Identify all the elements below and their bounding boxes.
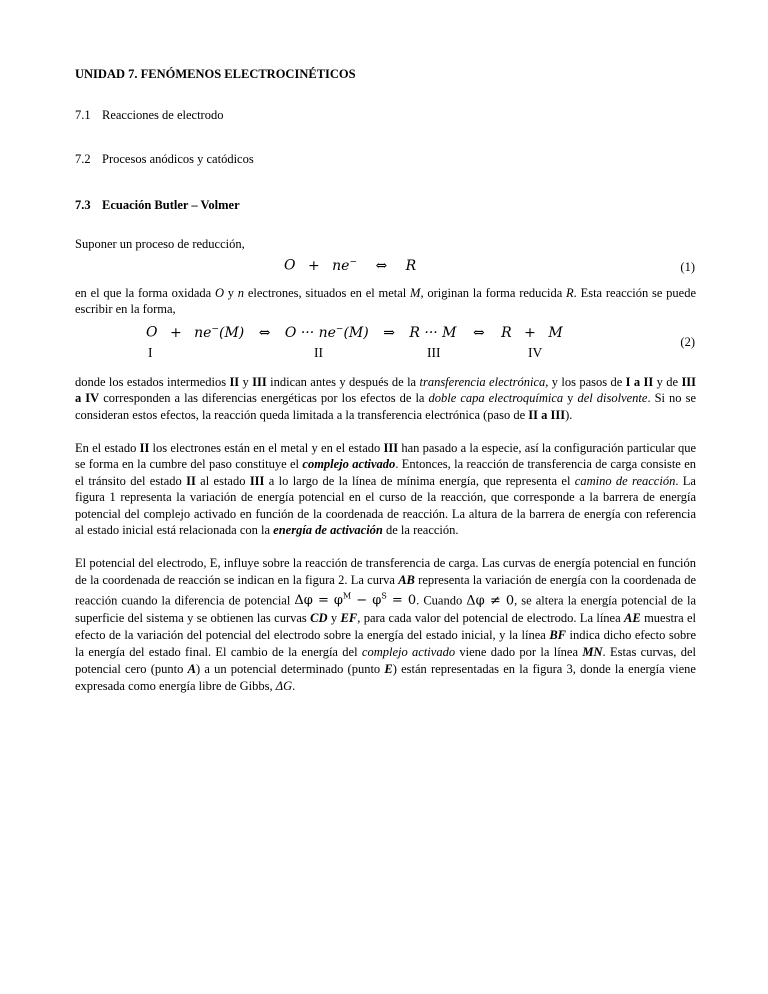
- eq-term: R: [405, 257, 417, 274]
- equation-2: O + ne−(M) ⇔ O ··· ne−(M) ⇒ R ··· M ⇔ R + M: [146, 324, 563, 341]
- paragraph-activated-complex: En el estado II los electrones están en el metal y en el estado III han pasado a la especie, así la configuración particular que se forma en la cumbre del paso constituye el complejo activado. Entonces, la reacción de transferencia de carga consiste en el tránsito del estado II al estado III a lo largo de la línea de mínima energía, que representa el camino de reacción. La figura 1 representa la variación de energía potencial en el curso de la reacción, que corresponde a la barrera de energía potencial del complejo activado en función de la coordenada de reacción. La altura de la barrera de energía con referencia al estado inicial está relacionada con la energía de activación de la reacción.: [75, 441, 696, 538]
- eq-term: ne−: [332, 257, 357, 274]
- section-number: 7.2: [75, 152, 91, 166]
- unit-title: UNIDAD 7. FENÓMENOS ELECTROCINÉTICOS: [75, 67, 356, 81]
- section-7-1: [75, 108, 223, 123]
- section-7-2: [75, 152, 254, 167]
- eq-operator: ⇔: [375, 257, 388, 274]
- state-label-I: I: [148, 345, 153, 360]
- state-label-II: II: [314, 345, 323, 360]
- eq-operator: +: [307, 257, 320, 274]
- section-number: 7.3: [75, 198, 91, 212]
- section-7-3: [75, 198, 240, 213]
- paragraph-states: donde los estados intermedios II y III indican antes y después de la transferencia electrónica, y los pasos de I a II y de III a IV corresponden a las diferencias energéticas por los efectos de la doble capa electroquímica y del disolvente. Si no se consideran estos efectos, la reacción queda limitada a la transferencia electrónica (paso de II a III).: [75, 375, 697, 422]
- section-label: Ecuación Butler – Volmer: [102, 198, 240, 212]
- equation-1: [284, 257, 416, 274]
- intro-text: Suponer un proceso de reducción,: [75, 237, 245, 251]
- section-label: Reacciones de electrodo: [102, 108, 224, 122]
- equation-1-number: (1): [680, 260, 695, 274]
- state-label-IV: IV: [528, 345, 543, 360]
- equation-2-number: (2): [680, 335, 695, 349]
- paragraph-electrode-potential: El potencial del electrodo, E, influye sobre la reacción de transferencia de carga. Las curvas de energía potencial en función de la coordenada de reacción se indican en la figura 2. La curva AB representa la variación de energía con la coordenada de reacción cuando la diferencia de potencial $\Delta\varphi = \varphi^M - \varphi^S = 0$. Cuando Δφ ≠ 0, se altera la energía potencial de la superficie del sistema y se obtienen las curvas CD y EF, para cada valor del potencial de electrodo. La línea AE muestra el efecto de la variación del potencial del electrodo sobre la energía del estado inicial, y la línea BF indica dicho efecto sobre la energía del estado final. El cambio de la energía del complejo activado viene dado por la línea MN. Estas curvas, del potencial cero (punto A) a un potencial determinado (punto E) están representadas en la figura 3, donde la energía viene expresada como energía libre de Gibbs, ΔG.: [75, 556, 697, 693]
- section-label: Procesos anódicos y catódicos: [102, 152, 254, 166]
- paragraph-eq2-intro: en el que la forma oxidada O y n electrones, situados en el metal M, originan la forma reducida R. Esta reacción se puede escribir en la forma,: [75, 286, 697, 317]
- eq-term: O: [284, 257, 296, 274]
- state-label-III: III: [427, 345, 441, 360]
- section-number: 7.1: [75, 108, 91, 122]
